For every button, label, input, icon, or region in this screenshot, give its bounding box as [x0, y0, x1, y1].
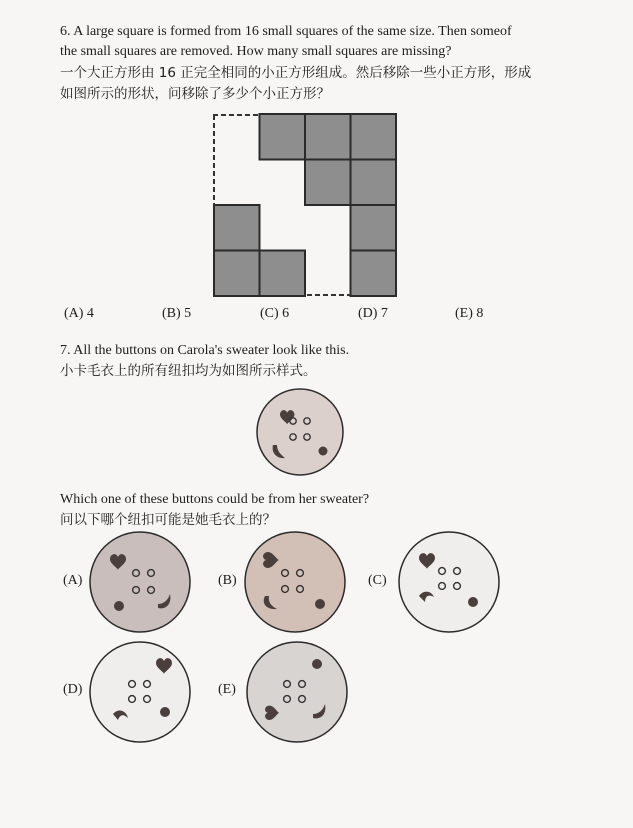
button-option-a[interactable]	[88, 530, 192, 634]
q6-text-zh-2: 如图所示的形状，问移除了多少个小正方形？	[60, 86, 330, 102]
grid-square	[305, 160, 351, 206]
grid-square	[305, 114, 351, 160]
q6-text-line-1	[60, 22, 512, 42]
grid-square	[351, 251, 397, 297]
q6-option-d[interactable]: (D) 7	[358, 306, 388, 321]
dot-icon	[468, 597, 478, 607]
reference-button	[255, 387, 345, 477]
q7-option-c-label[interactable]: (C)	[368, 573, 387, 588]
dot-icon	[160, 707, 170, 717]
q7-text-en-1: All the buttons on Carola's sweater look like this.	[73, 343, 350, 358]
grid-square	[214, 205, 260, 251]
q6-option-c[interactable]: (C) 6	[260, 306, 290, 321]
q7-text-zh-1: 小卡毛衣上的所有纽扣均为如图所示样式。	[60, 363, 317, 379]
q6-text-en-2: the small squares are removed. How many small squares are missing?	[60, 44, 452, 59]
grid-square	[214, 251, 260, 297]
q7-option-d-label[interactable]: (D)	[63, 682, 83, 697]
q7-option-a-label[interactable]: (A)	[63, 573, 83, 588]
q7-option-e-label[interactable]: (E)	[218, 682, 236, 697]
grid-square	[351, 160, 397, 206]
dot-icon	[319, 447, 328, 456]
q6-option-a[interactable]: (A) 4	[64, 306, 94, 321]
grid-square	[260, 114, 306, 160]
q6-number: 6.	[60, 24, 71, 39]
q7-number: 7.	[60, 343, 71, 358]
q6-square-grid	[213, 113, 403, 298]
grid-square	[351, 205, 397, 251]
q6-text-zh-1: 一个大正方形由 16 正完全相同的小正方形组成。然后移除一些小正方形，形成	[60, 65, 532, 81]
button-option-e[interactable]	[245, 640, 349, 744]
q7-option-b-label[interactable]: (B)	[218, 573, 237, 588]
grid-square	[351, 114, 397, 160]
q6-option-e[interactable]: (E) 8	[455, 306, 484, 321]
q7-text-zh-2: 问以下哪个纽扣可能是她毛衣上的？	[60, 512, 276, 528]
dot-icon	[312, 659, 322, 669]
q6-option-b[interactable]: (B) 5	[162, 306, 192, 321]
dot-icon	[315, 599, 325, 609]
q7-text-en-2: Which one of these buttons could be from her sweater?	[60, 492, 370, 507]
dot-icon	[114, 601, 124, 611]
q7-text-line-1	[60, 341, 349, 361]
button-option-b[interactable]	[243, 530, 347, 634]
grid-square	[260, 251, 306, 297]
button-option-d[interactable]	[88, 640, 192, 744]
q6-text-en-1: A large square is formed from 16 small squares of the same size. Then someof	[73, 24, 512, 39]
button-option-c[interactable]	[397, 530, 501, 634]
